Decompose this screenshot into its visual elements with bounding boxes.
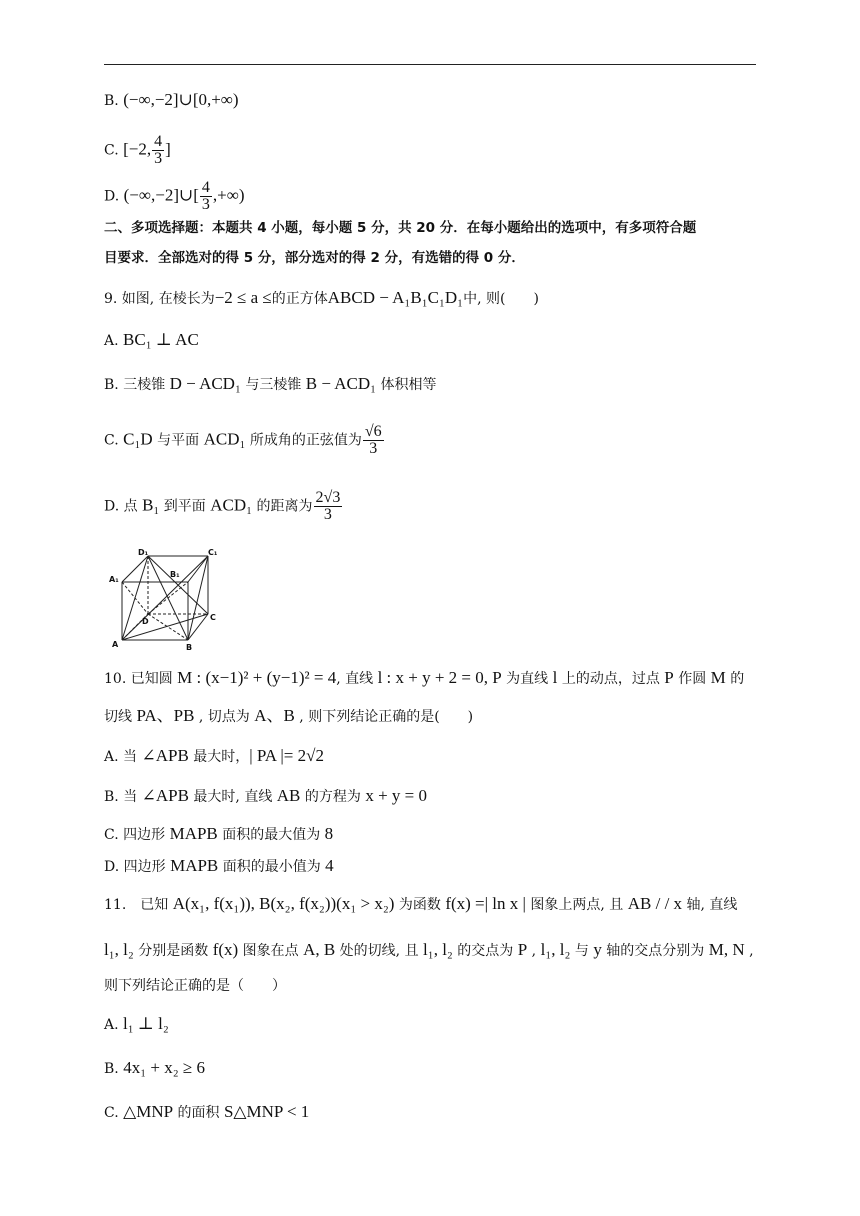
option-expr: B₁ <box>142 495 160 515</box>
stem-text: 中, 则( ) <box>463 291 539 307</box>
numerator: 2√3 <box>315 489 341 506</box>
numerator: 4 <box>201 179 210 196</box>
option-expr: x + y = 0 <box>365 786 427 805</box>
option-expr: MAPB <box>170 856 219 875</box>
fraction <box>314 490 343 523</box>
stem-text: 为直线 <box>501 671 553 687</box>
option-label: C. <box>104 1105 124 1121</box>
stem-text: , <box>744 943 754 959</box>
option-expr: BC₁ ⊥ AC <box>123 330 199 349</box>
stem-math: A, B <box>303 940 336 959</box>
option-label: C. <box>104 142 124 159</box>
header-rule <box>104 64 756 65</box>
stem-text: 分别是函数 <box>133 943 213 959</box>
option-expr: ACD₁ <box>203 429 246 449</box>
option-label: C. 四边形 <box>104 827 170 843</box>
stem-text: , 则下列结论正确的是( ) <box>294 709 474 725</box>
fraction <box>200 180 212 213</box>
option-label: B. 当 <box>104 789 142 805</box>
stem-math: l₁, l₂ <box>104 940 134 959</box>
option-label: A. 当 <box>104 749 142 765</box>
option-text: 与三棱锥 <box>240 377 306 393</box>
stem-math: −2 ≤ a ≤ <box>214 288 272 307</box>
stem-text: 10. 已知圆 <box>104 671 178 687</box>
option-text: 最大时， <box>188 749 250 765</box>
option-expr: S△MNP < 1 <box>223 1102 310 1121</box>
option-expr: B − ACD₁ <box>305 374 377 393</box>
option-expr-right: ,+∞) <box>212 185 245 205</box>
q8-option-c <box>104 134 171 167</box>
stem-text: 切线 <box>104 709 137 725</box>
vertex-label-b: B <box>186 643 193 650</box>
q11-option-c <box>104 1102 309 1123</box>
stem-math: l <box>552 668 558 687</box>
option-expr: AB <box>276 786 301 805</box>
option-text: 所成角的正弦值为 <box>245 432 362 449</box>
stem-math: AB / / x <box>627 894 683 913</box>
section-heading-line2: 目要求．全部选对的得 5 分，部分选对的得 2 分，有选错的得 0 分． <box>104 250 525 266</box>
q10-option-b <box>104 786 427 807</box>
vertex-label-c1: C₁ <box>208 548 218 557</box>
stem-math: y <box>593 940 602 959</box>
option-text: 与平面 <box>152 432 204 449</box>
stem-text: 图象上两点, 且 <box>525 897 628 913</box>
stem-math: l₁, l₂ <box>423 940 453 959</box>
option-label: B. 三棱锥 <box>104 377 170 393</box>
stem-math: P <box>517 940 528 959</box>
q9-option-b <box>104 374 437 395</box>
section-heading-line1: 二、多项选择题：本题共 4 小题，每小题 5 分，共 20 分．在每小题给出的选项中，有多项符合题 <box>104 220 697 236</box>
numerator: √6 <box>364 423 382 440</box>
denominator: 3 <box>201 196 210 213</box>
vertex-label-a1: A₁ <box>109 575 119 584</box>
vertex-label-d: D <box>142 617 149 626</box>
q9-stem <box>104 288 539 309</box>
vertex-label-c: C <box>210 613 216 622</box>
option-text: 面积的最小值为 <box>218 859 326 875</box>
stem-text: 图象在点 <box>238 943 304 959</box>
q8-option-d <box>104 180 245 213</box>
q11-stem-line2 <box>104 940 754 961</box>
option-text: 的距离为 <box>252 498 313 515</box>
hidden-edge-a1-d <box>122 582 148 614</box>
option-expr: 8 <box>324 824 334 843</box>
option-expr: C₁D <box>123 429 153 449</box>
cube-name: ABCD − A₁B₁C₁D₁ <box>327 288 464 307</box>
option-expr: 4x₁ + x₂ ≥ 6 <box>123 1058 205 1077</box>
stem-math: P <box>664 668 674 687</box>
option-label: A. <box>104 1017 124 1033</box>
stem-math: M : (x−1)² + (y−1)² = 4 <box>177 668 337 687</box>
option-label: D. 点 <box>104 498 143 515</box>
option-expr: △MNP <box>123 1102 174 1121</box>
q10-stem-line2 <box>104 706 473 727</box>
option-expr: ∠APB <box>141 786 189 805</box>
option-expr: l₁ ⊥ l₂ <box>123 1014 169 1033</box>
option-expr: ∠APB <box>141 746 189 765</box>
hidden-edge-d-b1 <box>148 582 188 614</box>
q10-option-a <box>104 746 324 767</box>
stem-text: , <box>527 943 541 959</box>
stem-text: 上的动点，过点 <box>557 671 665 687</box>
stem-math: l : x + y + 2 = 0, P <box>377 668 502 687</box>
stem-text: 的正方体 <box>271 291 328 307</box>
fraction <box>363 424 384 457</box>
q11-option-a <box>104 1014 169 1035</box>
option-expr: (−∞,−2]∪[0,+∞) <box>123 90 239 109</box>
q9-option-d <box>104 490 343 523</box>
option-expr-left: [−2, <box>123 139 152 159</box>
option-expr: ACD₁ <box>210 495 253 515</box>
q11-stem-line3: 则下列结论正确的是（ ） <box>104 978 286 994</box>
option-expr: D − ACD₁ <box>169 374 241 393</box>
stem-text: 轴的交点分别为 <box>601 943 709 959</box>
option-label: D. <box>104 188 124 205</box>
stem-text: 处的切线, 且 <box>335 943 424 959</box>
option-label: B. <box>104 93 124 109</box>
stem-text: 9. 如图, 在棱长为 <box>104 291 215 307</box>
denominator: 3 <box>369 440 378 457</box>
stem-text: 的交点为 <box>452 943 518 959</box>
stem-text: 11. 已知 <box>104 897 173 913</box>
option-label: D. 四边形 <box>104 859 171 875</box>
denominator: 3 <box>323 506 332 523</box>
stem-math: A、B <box>254 706 295 725</box>
stem-math: l₁, l₂ <box>540 940 571 959</box>
fraction <box>152 134 164 167</box>
option-label: A. <box>104 333 124 349</box>
option-expr: | PA |= 2√2 <box>249 746 324 765</box>
stem-math: f(x) =| ln x | <box>445 894 526 913</box>
stem-text: 为函数 <box>394 897 446 913</box>
q10-option-c <box>104 824 333 845</box>
q9-option-c <box>104 424 385 457</box>
denominator: 3 <box>154 150 163 167</box>
q11-stem-line1 <box>104 894 737 915</box>
vertex-label-a: A <box>112 640 119 649</box>
q9-option-a <box>104 330 199 351</box>
stem-math: f(x) <box>212 940 239 959</box>
option-label: C. <box>104 432 124 449</box>
option-text: 体积相等 <box>376 377 437 393</box>
stem-math: M, N <box>708 940 745 959</box>
cube-figure <box>104 546 220 650</box>
stem-text: 轴, 直线 <box>682 897 738 913</box>
stem-math: M <box>710 668 726 687</box>
option-text: 到平面 <box>159 498 211 515</box>
option-text: 最大时, 直线 <box>188 789 277 805</box>
stem-text: , 直线 <box>336 671 378 687</box>
stem-text: , 切点为 <box>194 709 255 725</box>
option-text: 面积的最大值为 <box>217 827 325 843</box>
q8-option-b <box>104 90 239 111</box>
q11-option-b <box>104 1058 205 1079</box>
vertex-label-b1: B₁ <box>170 570 180 579</box>
numerator: 4 <box>154 133 163 150</box>
option-text: 的面积 <box>173 1105 224 1121</box>
q10-stem-line1 <box>104 668 744 689</box>
option-expr: MAPB <box>169 824 218 843</box>
stem-text: 作圆 <box>673 671 711 687</box>
option-expr-right: ] <box>165 139 171 159</box>
stem-text: 的 <box>725 671 745 687</box>
stem-math: A(x₁, f(x₁)), B(x₂, f(x₂))(x₁ > x₂) <box>172 894 395 913</box>
stem-math: PA、PB <box>136 706 195 725</box>
q10-option-d <box>104 856 334 877</box>
option-expr: 4 <box>325 856 334 875</box>
option-label: B. <box>104 1061 124 1077</box>
option-text: 的方程为 <box>300 789 366 805</box>
vertex-label-d1: D₁ <box>138 548 149 557</box>
option-expr-left: (−∞,−2]∪[ <box>123 185 199 205</box>
stem-text: 与 <box>570 943 594 959</box>
